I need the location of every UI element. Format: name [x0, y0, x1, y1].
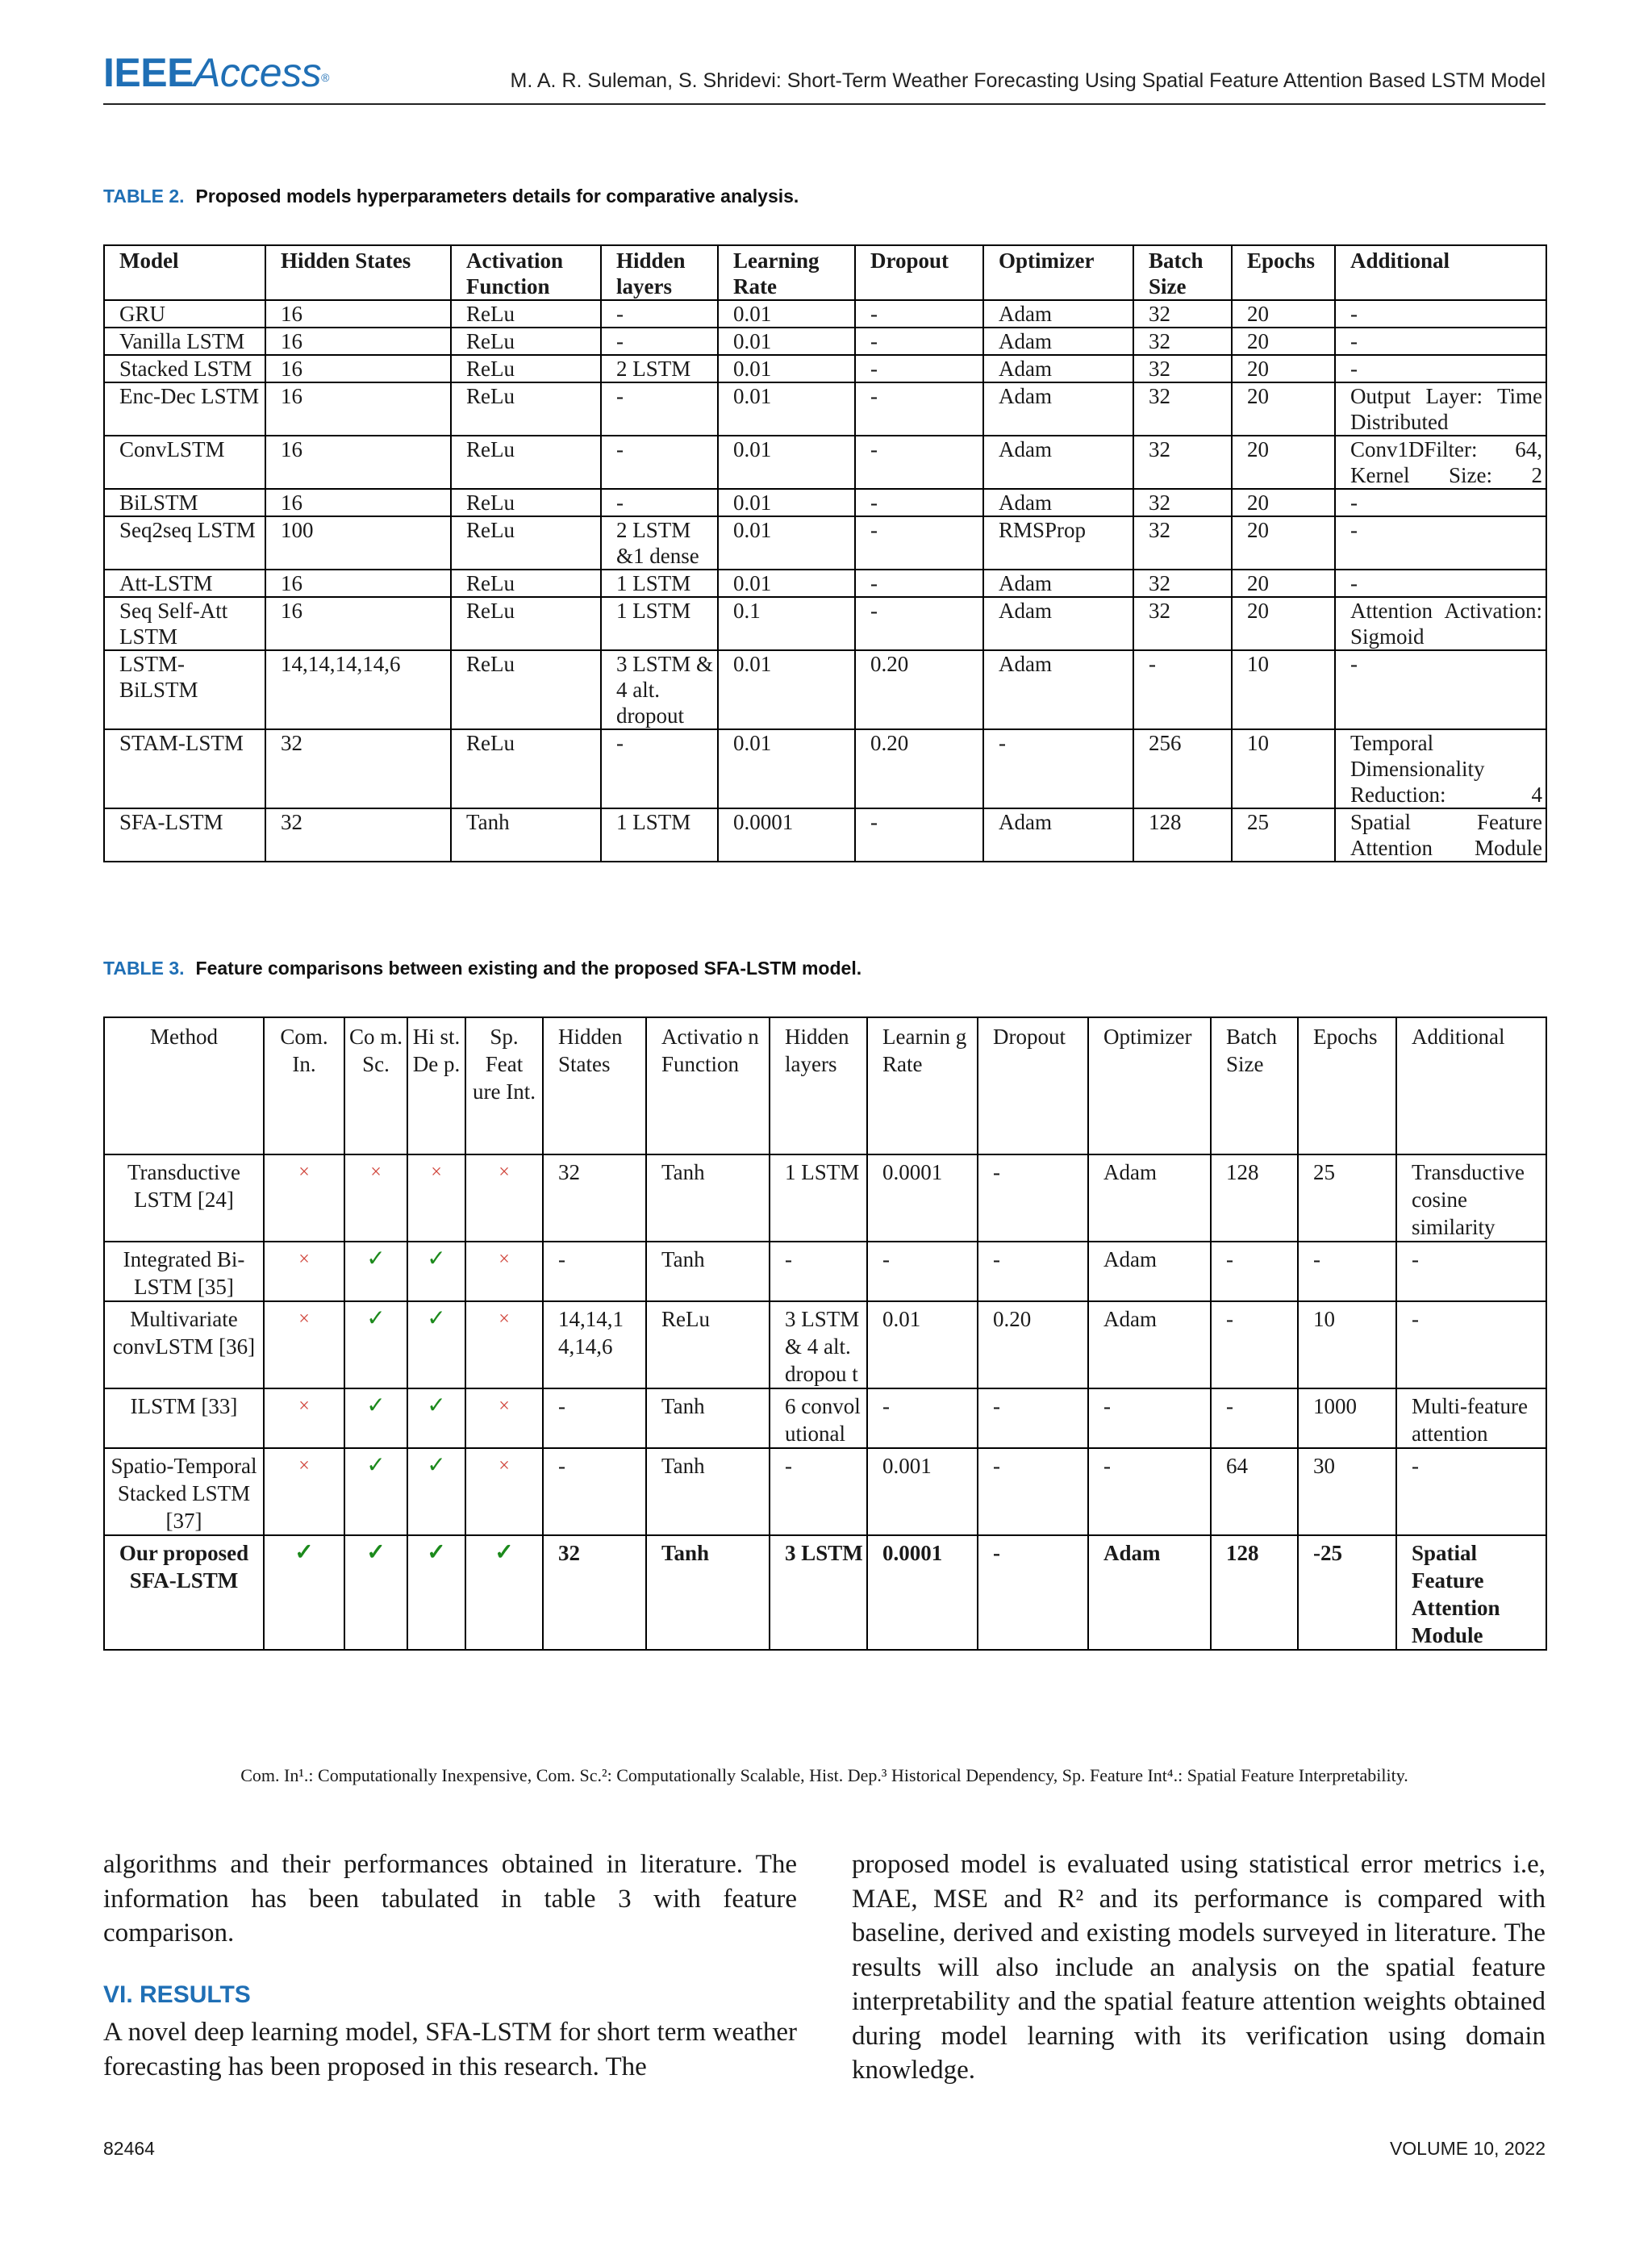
table3-cell: 64: [1211, 1448, 1298, 1535]
cross-icon: ×: [298, 1249, 310, 1270]
cross-icon: ×: [499, 1249, 510, 1270]
table2-row: [104, 436, 1546, 489]
table3-flag-cell: [407, 1535, 465, 1650]
logo-ieee: IEEE: [103, 50, 194, 95]
table3-flag-cell: [407, 1242, 465, 1301]
table3-header-cell: Hidden States: [543, 1017, 646, 1154]
check-icon: ✓: [427, 1246, 446, 1271]
table3-cell: Tanh: [646, 1535, 770, 1650]
table2-cell: 32: [1133, 597, 1232, 650]
table2-cell: -: [601, 489, 718, 516]
table2-cell: LSTM-BiLSTM: [104, 650, 265, 729]
table3-header-cell: Sp. Feat ure Int.: [465, 1017, 543, 1154]
check-icon: ✓: [427, 1306, 446, 1331]
body-left-column: [103, 1847, 797, 2084]
table3-method-cell: ILSTM [33]: [104, 1388, 264, 1448]
table2-cell: -: [1335, 328, 1546, 355]
table2-cell: -: [1335, 516, 1546, 570]
section-heading-results: VI. RESULTS: [103, 1981, 251, 2008]
table2-cell: -: [855, 597, 983, 650]
table3-flag-cell: [344, 1388, 407, 1448]
table3-row: [104, 1535, 1546, 1650]
table2-cell: 0.0001: [718, 808, 855, 862]
table3-cell: 0.001: [867, 1448, 978, 1535]
table2-cell: -: [601, 328, 718, 355]
table3-header-cell: Activatio n Function: [646, 1017, 770, 1154]
table2-cell: ReLu: [451, 516, 601, 570]
table3-cell: 3 LSTM & 4 alt. dropou t: [770, 1301, 867, 1388]
table3-cell: -: [1088, 1448, 1211, 1535]
table2-cell: 2 LSTM &1 dense: [601, 516, 718, 570]
table2-cell: 0.01: [718, 516, 855, 570]
table2-row: [104, 300, 1546, 328]
table2-cell: 16: [265, 328, 451, 355]
table3-header-cell: Optimizer: [1088, 1017, 1211, 1154]
table3-cell: Multi-feature attention: [1396, 1388, 1546, 1448]
table2-cell: 0.01: [718, 328, 855, 355]
table3-cell: -: [867, 1242, 978, 1301]
table3-flag-cell: [344, 1154, 407, 1242]
table2-cell: 1 LSTM: [601, 597, 718, 650]
table2-header-cell: Learning Rate: [718, 245, 855, 300]
table3-flag-cell: [264, 1242, 344, 1301]
table3-cell: Adam: [1088, 1154, 1211, 1242]
table2-cell: Enc-Dec LSTM: [104, 382, 265, 436]
table3-cell: Adam: [1088, 1535, 1211, 1650]
table2-cell: -: [601, 382, 718, 436]
table2-cell: ReLu: [451, 300, 601, 328]
table2-header-cell: Epochs: [1232, 245, 1335, 300]
table2-cell: Adam: [983, 300, 1133, 328]
table2-header-cell: Hidden layers: [601, 245, 718, 300]
table2-cell: 0.20: [855, 650, 983, 729]
table3-cell: 128: [1211, 1154, 1298, 1242]
table2-cell: Adam: [983, 328, 1133, 355]
table2-cell: Tanh: [451, 808, 601, 862]
check-icon: ✓: [366, 1453, 386, 1478]
table3-cell: -: [1396, 1301, 1546, 1388]
table3-header-cell: Com. In.: [264, 1017, 344, 1154]
table3-row: [104, 1242, 1546, 1301]
table2-cell: 16: [265, 355, 451, 382]
table3-cell: 0.20: [978, 1301, 1088, 1388]
table2-cell: GRU: [104, 300, 265, 328]
table2-cell: ReLu: [451, 650, 601, 729]
table3-flag-cell: [407, 1388, 465, 1448]
table2-header-row: [104, 245, 1546, 300]
table2-cell: 20: [1232, 436, 1335, 489]
table3-cell: -: [1088, 1388, 1211, 1448]
table2-cell: Output Layer: Time Distributed: [1335, 382, 1546, 436]
table2-cell: 20: [1232, 597, 1335, 650]
table3-header-cell: Co m. Sc.: [344, 1017, 407, 1154]
table2-header-cell: Batch Size: [1133, 245, 1232, 300]
table3-method-cell: Spatio-Temporal Stacked LSTM [37]: [104, 1448, 264, 1535]
table3-cell: Adam: [1088, 1242, 1211, 1301]
table2-cell: ReLu: [451, 489, 601, 516]
table3-cell: 32: [543, 1535, 646, 1650]
table3-cell: -: [770, 1448, 867, 1535]
page-header: [103, 48, 1546, 105]
table3-cell: -: [770, 1242, 867, 1301]
check-icon: ✓: [366, 1246, 386, 1271]
table2-cell: 0.1: [718, 597, 855, 650]
table3-flag-cell: [465, 1301, 543, 1388]
table3-cell: Tanh: [646, 1388, 770, 1448]
table2-cell: Adam: [983, 436, 1133, 489]
table3-header-cell: Method: [104, 1017, 264, 1154]
table3-caption: [103, 958, 861, 979]
table3-cell: -: [978, 1448, 1088, 1535]
check-icon: ✓: [366, 1306, 386, 1331]
table2-cell: BiLSTM: [104, 489, 265, 516]
table2-cell: Adam: [983, 808, 1133, 862]
table2-cell: 1 LSTM: [601, 808, 718, 862]
table2-cell: Seq Self-Att LSTM: [104, 597, 265, 650]
table2-cell: Spatial Feature Attention Module: [1335, 808, 1546, 862]
table3-flag-cell: [264, 1154, 344, 1242]
logo-access: Access: [193, 50, 322, 95]
table3-cell: Tanh: [646, 1448, 770, 1535]
table3-header-cell: Hidden layers: [770, 1017, 867, 1154]
table3-flag-cell: [344, 1301, 407, 1388]
table2-row: [104, 570, 1546, 597]
table2-cell: 256: [1133, 729, 1232, 808]
table2-header-cell: Model: [104, 245, 265, 300]
table3-cell: -: [543, 1242, 646, 1301]
table3-cell: -25: [1298, 1535, 1396, 1650]
table2-cell: -: [601, 729, 718, 808]
table3-flag-cell: [344, 1448, 407, 1535]
table3-flag-cell: [465, 1154, 543, 1242]
table2-cell: 0.01: [718, 650, 855, 729]
cross-icon: ×: [499, 1162, 510, 1183]
page-number: 82464: [103, 2138, 155, 2159]
table3-cell: 25: [1298, 1154, 1396, 1242]
table2-cell: ReLu: [451, 570, 601, 597]
cross-icon: ×: [431, 1162, 442, 1183]
table2-cell: ReLu: [451, 597, 601, 650]
table3-cell: Tanh: [646, 1154, 770, 1242]
table2-cell: -: [855, 570, 983, 597]
table3-cell: -: [978, 1154, 1088, 1242]
table2-cell: 1 LSTM: [601, 570, 718, 597]
table2-cell: -: [1335, 489, 1546, 516]
table2-cell: 16: [265, 382, 451, 436]
body-right-column: [852, 1847, 1546, 2088]
table2-cell: ReLu: [451, 382, 601, 436]
table2-cell: 10: [1232, 650, 1335, 729]
table3-cell: 14,14,1 4,14,6: [543, 1301, 646, 1388]
table2-cell: ReLu: [451, 436, 601, 489]
table3-cell: 0.01: [867, 1301, 978, 1388]
table3-header-cell: Additional: [1396, 1017, 1546, 1154]
check-icon: ✓: [427, 1393, 446, 1418]
check-icon: ✓: [427, 1453, 446, 1478]
table2-cell: -: [983, 729, 1133, 808]
table2-cell: Conv1DFilter: 64, Kernel Size: 2: [1335, 436, 1546, 489]
table2-cell: -: [1335, 650, 1546, 729]
table3-cell: -: [978, 1242, 1088, 1301]
table2-row: [104, 516, 1546, 570]
table2-cell: ReLu: [451, 355, 601, 382]
table2-cell: -: [1335, 570, 1546, 597]
table2-cell: 16: [265, 436, 451, 489]
table3-cell: -: [1211, 1242, 1298, 1301]
table2-cell: -: [855, 516, 983, 570]
table2-cell: 32: [1133, 300, 1232, 328]
table2-cell: -: [601, 436, 718, 489]
table3-flag-cell: [264, 1535, 344, 1650]
cross-icon: ×: [298, 1162, 310, 1183]
cross-icon: ×: [499, 1396, 510, 1417]
table2-cell: 32: [1133, 516, 1232, 570]
table2-cell: 0.01: [718, 570, 855, 597]
table2-cell: 20: [1232, 489, 1335, 516]
table2-cell: 32: [265, 808, 451, 862]
table3-flag-cell: [465, 1535, 543, 1650]
table3-row: [104, 1388, 1546, 1448]
table2-cell: 16: [265, 597, 451, 650]
table2-cell: Adam: [983, 570, 1133, 597]
table3-flag-cell: [407, 1301, 465, 1388]
table2-row: [104, 729, 1546, 808]
table2-cell: 20: [1232, 328, 1335, 355]
table2-caption-text: Proposed models hyperparameters details for comparative analysis.: [195, 186, 799, 207]
cross-icon: ×: [298, 1455, 310, 1476]
table2-cell: STAM-LSTM: [104, 729, 265, 808]
table2-cell: 20: [1232, 300, 1335, 328]
table3-label: TABLE 3.: [103, 958, 185, 979]
table3-cell: 6 convol utional: [770, 1388, 867, 1448]
table2-row: [104, 355, 1546, 382]
table2-cell: -: [855, 382, 983, 436]
table2: [103, 244, 1547, 862]
table3-cell: 1000: [1298, 1388, 1396, 1448]
journal-logo: [103, 48, 329, 97]
logo-registered-mark: ®: [321, 71, 329, 84]
table3-cell: Transductive cosine similarity: [1396, 1154, 1546, 1242]
table3-header-cell: Dropout: [978, 1017, 1088, 1154]
check-icon: ✓: [427, 1540, 446, 1565]
table3-flag-cell: [465, 1388, 543, 1448]
table2-cell: 128: [1133, 808, 1232, 862]
check-icon: ✓: [294, 1540, 314, 1565]
table3-flag-cell: [264, 1448, 344, 1535]
table2-cell: 0.01: [718, 729, 855, 808]
table2-row: [104, 382, 1546, 436]
left-paragraph-2: A novel deep learning model, SFA-LSTM for short term weather forecasting has been proposed in this research. The: [103, 2018, 797, 2081]
table2-cell: 10: [1232, 729, 1335, 808]
table3-footnote: Com. In¹.: Computationally Inexpensive, Com. Sc.²: Computationally Scalable, Hist. Dep.³ Historical Dependency, Sp. Feature Int⁴.: Spatial Feature Interpretability.: [240, 1765, 1408, 1785]
table2-cell: -: [1133, 650, 1232, 729]
table3-cell: -: [1396, 1242, 1546, 1301]
table2-cell: 32: [1133, 328, 1232, 355]
table2-cell: 100: [265, 516, 451, 570]
table2-cell: 32: [1133, 570, 1232, 597]
table2-cell: 0.01: [718, 489, 855, 516]
table2-row: [104, 650, 1546, 729]
table3-flag-cell: [407, 1154, 465, 1242]
cross-icon: ×: [370, 1162, 382, 1183]
check-icon: ✓: [366, 1540, 386, 1565]
table3-cell: -: [1298, 1242, 1396, 1301]
table2-cell: RMSProp: [983, 516, 1133, 570]
table3-cell: 128: [1211, 1535, 1298, 1650]
table3-method-cell: Integrated Bi-LSTM [35]: [104, 1242, 264, 1301]
cross-icon: ×: [499, 1309, 510, 1330]
table2-cell: Adam: [983, 382, 1133, 436]
table3-method-cell: Our proposed SFA-LSTM: [104, 1535, 264, 1650]
table3-method-cell: Transductive LSTM [24]: [104, 1154, 264, 1242]
table3-cell: Spatial Feature Attention Module: [1396, 1535, 1546, 1650]
table3-header-row: [104, 1017, 1546, 1154]
table2-cell: 32: [1133, 436, 1232, 489]
table2-cell: 2 LSTM: [601, 355, 718, 382]
table3-method-cell: Multivariate convLSTM [36]: [104, 1301, 264, 1388]
table2-cell: ReLu: [451, 328, 601, 355]
table2-caption: [103, 186, 799, 207]
table3-header-cell: Learnin g Rate: [867, 1017, 978, 1154]
table2-cell: 0.01: [718, 355, 855, 382]
table3-caption-text: Feature comparisons between existing and the proposed SFA-LSTM model.: [195, 958, 862, 979]
table2-header-cell: Optimizer: [983, 245, 1133, 300]
table2-cell: Adam: [983, 597, 1133, 650]
table2-cell: Adam: [983, 650, 1133, 729]
table3-cell: -: [543, 1388, 646, 1448]
table2-cell: Seq2seq LSTM: [104, 516, 265, 570]
table3-cell: -: [978, 1535, 1088, 1650]
table3-cell: Tanh: [646, 1242, 770, 1301]
table3-row: [104, 1448, 1546, 1535]
table3-flag-cell: [344, 1535, 407, 1650]
table2-cell: 16: [265, 300, 451, 328]
table2-cell: -: [855, 355, 983, 382]
table3-header-cell: Epochs: [1298, 1017, 1396, 1154]
table2-cell: 32: [1133, 489, 1232, 516]
table2-row: [104, 489, 1546, 516]
table3-flag-cell: [344, 1242, 407, 1301]
table2-cell: 16: [265, 489, 451, 516]
table2-row: [104, 597, 1546, 650]
table2-cell: 0.20: [855, 729, 983, 808]
table2-row: [104, 808, 1546, 862]
table2-cell: -: [855, 436, 983, 489]
table3-row: [104, 1154, 1546, 1242]
table2-cell: 32: [1133, 355, 1232, 382]
table2-header-cell: Activation Function: [451, 245, 601, 300]
table3-cell: -: [1396, 1448, 1546, 1535]
table3-cell: 1 LSTM: [770, 1154, 867, 1242]
table2-cell: 32: [265, 729, 451, 808]
table2-cell: 16: [265, 570, 451, 597]
table3-cell: 32: [543, 1154, 646, 1242]
table3-header-cell: Batch Size: [1211, 1017, 1298, 1154]
table2-header-cell: Dropout: [855, 245, 983, 300]
table3-cell: -: [867, 1388, 978, 1448]
table3-cell: 10: [1298, 1301, 1396, 1388]
table2-cell: -: [855, 300, 983, 328]
table2-cell: Att-LSTM: [104, 570, 265, 597]
table2-row: [104, 328, 1546, 355]
table2-cell: 20: [1232, 355, 1335, 382]
table3-header-cell: Hi st. De p.: [407, 1017, 465, 1154]
table2-header-cell: Hidden States: [265, 245, 451, 300]
table2-cell: 0.01: [718, 300, 855, 328]
table2-cell: Attention Activation: Sigmoid: [1335, 597, 1546, 650]
table3-flag-cell: [264, 1388, 344, 1448]
table2-cell: -: [855, 489, 983, 516]
table3-row: [104, 1301, 1546, 1388]
table3-cell: -: [543, 1448, 646, 1535]
table3-cell: 0.0001: [867, 1154, 978, 1242]
table2-cell: Adam: [983, 355, 1133, 382]
table3-cell: ReLu: [646, 1301, 770, 1388]
table2-cell: Temporal Dimensionality Reduction: 4: [1335, 729, 1546, 808]
cross-icon: ×: [499, 1455, 510, 1476]
table2-label: TABLE 2.: [103, 186, 185, 207]
right-paragraph: proposed model is evaluated using statistical error metrics i.e, MAE, MSE and R² and its performance is compared with baseline, derived and existing models surveyed in literature. The results will also include an analysis on the spatial feature interpretability and the spatial feature attention weights obtained during model learning with its verification using domain knowledge.: [852, 1850, 1546, 2085]
table2-cell: ReLu: [451, 729, 601, 808]
table2-cell: Adam: [983, 489, 1133, 516]
table3-cell: -: [1211, 1388, 1298, 1448]
cross-icon: ×: [298, 1309, 310, 1330]
table2-cell: 25: [1232, 808, 1335, 862]
table3-cell: 0.0001: [867, 1535, 978, 1650]
table3-flag-cell: [264, 1301, 344, 1388]
check-icon: ✓: [494, 1540, 514, 1565]
table2-cell: Stacked LSTM: [104, 355, 265, 382]
table3-cell: 30: [1298, 1448, 1396, 1535]
table2-cell: 20: [1232, 516, 1335, 570]
table2-cell: -: [601, 300, 718, 328]
table2-cell: ConvLSTM: [104, 436, 265, 489]
table3-flag-cell: [465, 1448, 543, 1535]
table2-cell: 3 LSTM & 4 alt. dropout: [601, 650, 718, 729]
table2-cell: -: [1335, 300, 1546, 328]
cross-icon: ×: [298, 1396, 310, 1417]
table2-header-cell: Additional: [1335, 245, 1546, 300]
table2-cell: -: [1335, 355, 1546, 382]
table2-cell: Vanilla LSTM: [104, 328, 265, 355]
table2-cell: 14,14,14,14,6: [265, 650, 451, 729]
table3-cell: -: [978, 1388, 1088, 1448]
table2-cell: 0.01: [718, 382, 855, 436]
table3-cell: 3 LSTM: [770, 1535, 867, 1650]
table2-cell: 20: [1232, 382, 1335, 436]
left-paragraph-1: algorithms and their performances obtained in literature. The information has been tabulated in table 3 with feature comparison.: [103, 1850, 797, 1948]
table2-cell: 0.01: [718, 436, 855, 489]
table2-cell: 32: [1133, 382, 1232, 436]
table3: [103, 1017, 1547, 1651]
check-icon: ✓: [366, 1393, 386, 1418]
table3-flag-cell: [407, 1448, 465, 1535]
table3-cell: -: [1211, 1301, 1298, 1388]
volume-info: VOLUME 10, 2022: [1389, 2138, 1546, 2159]
table2-cell: SFA-LSTM: [104, 808, 265, 862]
table3-flag-cell: [465, 1242, 543, 1301]
table2-cell: 20: [1232, 570, 1335, 597]
table2-cell: -: [855, 328, 983, 355]
table2-cell: -: [855, 808, 983, 862]
table3-cell: Adam: [1088, 1301, 1211, 1388]
running-head: M. A. R. Suleman, S. Shridevi: Short-Term Weather Forecasting Using Spatial Feature Attention Based LSTM Model: [510, 69, 1546, 92]
